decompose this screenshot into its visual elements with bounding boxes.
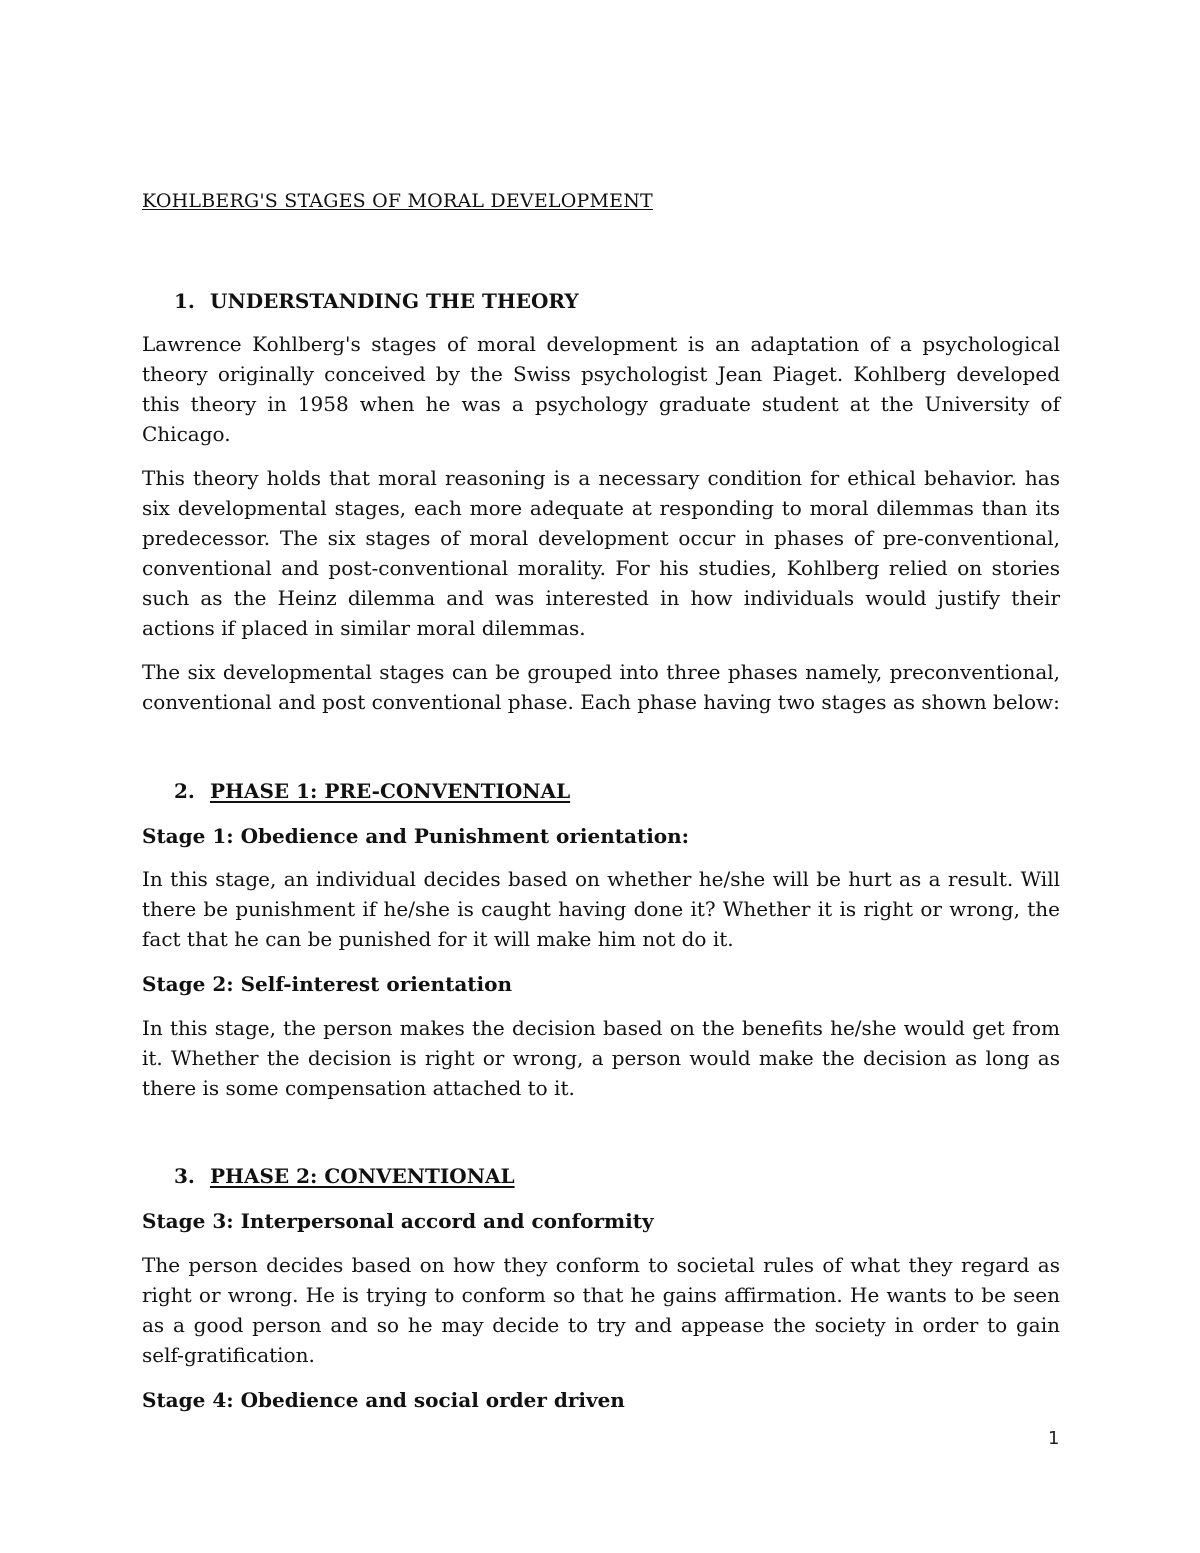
section-title: UNDERSTANDING THE THEORY	[210, 289, 579, 313]
stage-1-text: In this stage, an individual decides based on whether he/she will be hurt as a result. Will there be punishment if he/she is caught having done it? Whether it is right or wrong, the fact that he can be punished for it will make him not do it.	[142, 867, 1060, 951]
theory-paragraph-1: Lawrence Kohlberg's stages of moral development is an adaptation of a psychological theory originally conceived by the Swiss psychologist Jean Piaget. Kohlberg developed this theory in 1958 when he was a psychology graduate student at the University of Chicago.	[142, 332, 1060, 446]
section-number: 3.	[174, 1164, 195, 1188]
section-number: 1.	[174, 289, 195, 313]
stage-2-heading: Stage 2: Self-interest orientation	[142, 972, 513, 996]
theory-paragraph-2: This theory holds that moral reasoning is a necessary condition for ethical behavior. has six developmental stages, each more adequate at responding to moral dilemmas than its predecessor. The six stages of moral development occur in phases of pre-conventional, conventional and post-conventional morality. For his studies, Kohlberg relied on stories such as the Heinz dilemma and was interested in how individuals would justify their actions if placed in similar moral dilemmas.	[142, 466, 1060, 640]
page-number: 1	[1048, 1428, 1060, 1449]
section-heading-theory	[142, 286, 1060, 316]
section-title: PHASE 1: PRE-CONVENTIONAL	[210, 779, 571, 803]
page-content	[142, 188, 1060, 1415]
section-heading-phase-1	[142, 776, 1060, 806]
section-number: 2.	[174, 779, 195, 803]
section-heading-phase-2	[142, 1161, 1060, 1191]
section-title: PHASE 2: CONVENTIONAL	[210, 1164, 515, 1188]
theory-paragraph-3: The six developmental stages can be grouped into three phases namely, preconventional, conventional and post conventional phase. Each phase having two stages as shown below:	[142, 660, 1060, 714]
stage-1-heading: Stage 1: Obedience and Punishment orientation:	[142, 824, 690, 848]
stage-2-text: In this stage, the person makes the decision based on the benefits he/she would get from it. Whether the decision is right or wrong, a person would make the decision as long as there is some compensation attached to it.	[142, 1016, 1060, 1100]
stage-4-heading: Stage 4: Obedience and social order driven	[142, 1388, 625, 1412]
stage-3-heading: Stage 3: Interpersonal accord and conformity	[142, 1209, 654, 1233]
stage-3-text: The person decides based on how they conform to societal rules of what they regard as right or wrong. He is trying to conform so that he gains affirmation. He wants to be seen as a good person and so he may decide to try and appease the society in order to gain self-gratification.	[142, 1253, 1060, 1367]
document-title: KOHLBERG'S STAGES OF MORAL DEVELOPMENT	[142, 190, 653, 212]
